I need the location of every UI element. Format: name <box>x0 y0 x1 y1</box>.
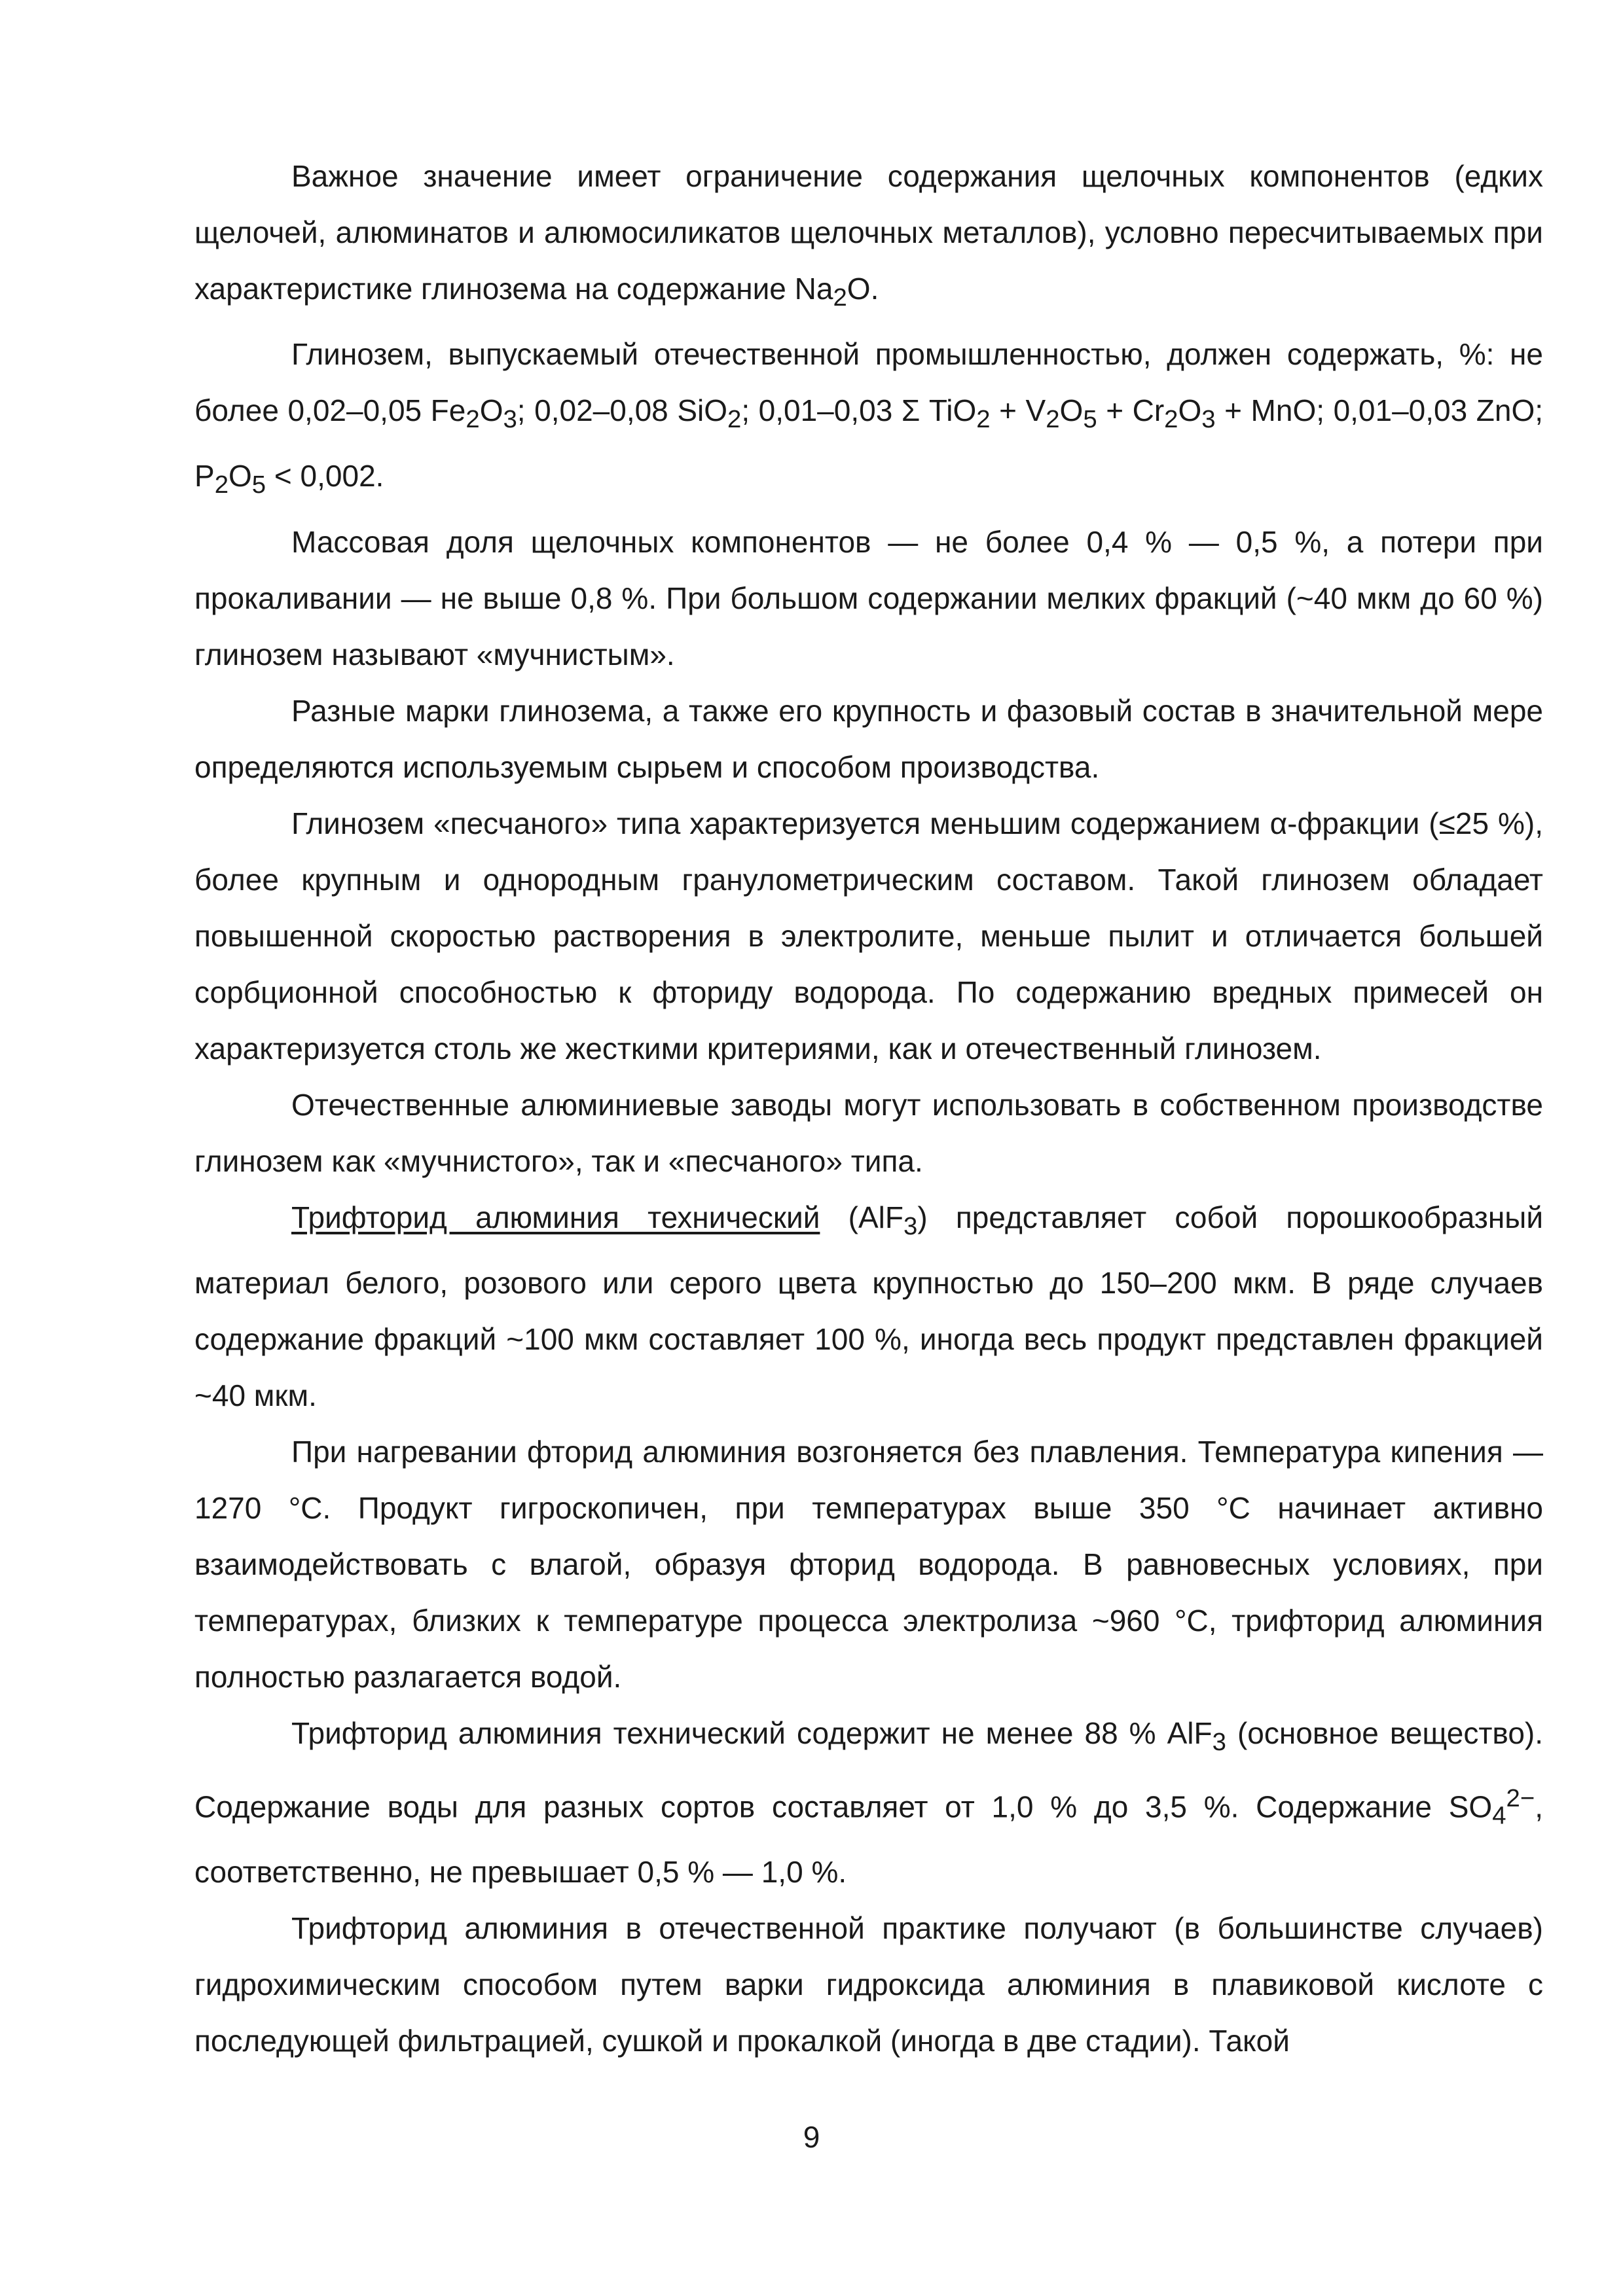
page-number: 9 <box>803 2120 820 2154</box>
paragraph: Трифторид алюминия в отечественной практике получают (в большинстве случаев) гидрохимическим способом путем варки гидроксида алюминия в плавиковой кислоте с последующей фильтрацией, сушкой и прокалкой (иногда в две стадии). Такой <box>194 1911 1543 2058</box>
paragraph: Трифторид алюминия технический (AlF$_3$) представляет собой порошкообразный материал белого, розового или серого цвета крупностью до 150–200 мкм. В ряде случаев содержание фракций ~100 мкм составляет 100 %, иногда весь продукт представлен фракцией ~40 мкм. <box>194 1200 1544 1412</box>
paragraph: Важное значение имеет ограничение содержания щелочных компонентов (едких щелочей, алюминатов и алюмосиликатов щелочных металлов), условно пересчитываемых при характеристике глинозема на содержание $Na_2O$. <box>194 159 1543 312</box>
paragraph: Трифторид алюминия технический содержит не менее 88 % AlF$_3$ (основное вещество). Содержание воды для разных сортов составляет от 1,0 % до 3,5 %. Содержание $SO_4^{2-}$, соответственно, не превышает 0,5 % — 1,0 %. <box>194 1715 1543 1890</box>
paragraph: Отечественные алюминиевые заводы могут использовать в собственном производстве глинозем как «мучнистого», так и «песчаного» типа. <box>194 1087 1543 1178</box>
paragraph: Разные марки глинозема, а также его крупность и фазовый состав в значительной мере определяются используемым сырьем и способом производства. <box>194 693 1543 784</box>
paragraph: Глинозем, выпускаемый отечественной промышленностью, должен содержать, %: не более 0,02–0,05 $Fe_2O_3$; 0,02–0,08 SiO$_2$; 0,01–0,03 Σ $TiO_2 + V_2O_5 + Cr_2O_3$ + MnO; 0,01–0,03 ZnO; $P_2O_5 < 0,002$. <box>194 337 1543 499</box>
body-text <box>194 148 1543 2069</box>
paragraph: Глинозем «песчаного» типа характеризуется меньшим содержанием α-фракции (≤25 %), более крупным и однородным гранулометрическим составом. Такой глинозем обладает повышенной скоростью растворения в электролите, меньше пылит и отличается большей сорбционной способностью к фториду водорода. По содержанию вредных примесей он характеризуется столь же жесткими критериями, как и отечественный глинозем. <box>194 806 1543 1066</box>
paragraph: При нагревании фторид алюминия возгоняется без плавления. Температура кипения — 1270 °С. Продукт гигроскопичен, при температурах выше 350 °С начинает активно взаимодействовать с влагой, образуя фторид водорода. В равновесных условиях, при температурах, близких к температуре процесса электролиза ~960 °С, трифторид алюминия полностью разлагается водой. <box>194 1434 1543 1694</box>
paragraph: Массовая доля щелочных компонентов — не более 0,4 % — 0,5 %, а потери при прокаливании — не выше 0,8 %. При большом содержании мелких фракций (~40 мкм до 60 %) глинозем называют «мучнистым». <box>194 524 1543 672</box>
